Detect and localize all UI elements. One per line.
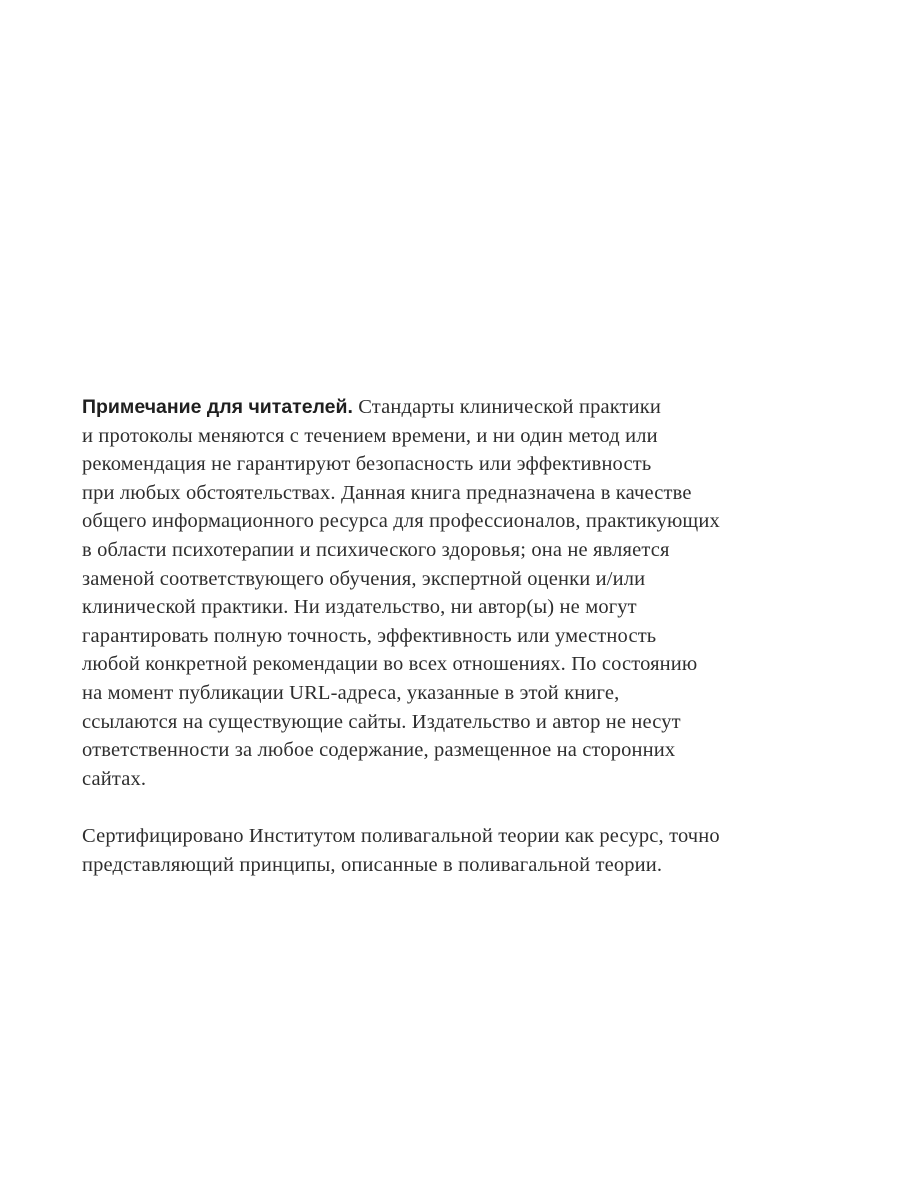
certification-paragraph: [82, 822, 842, 879]
reader-note-lead: Примечание для читателей.: [82, 396, 353, 418]
certification-line: Сертифицировано Институтом поливагальной теории как ресурс, точно: [82, 825, 720, 847]
certification-line: представляющий принципы, описанные в поливагальной теории.: [82, 853, 663, 876]
reader-note-line: клинической практики. Ни издательство, ни автор(ы) не могут: [82, 596, 637, 619]
reader-note-line: заменой соответствующего обучения, экспертной оценки и/или: [82, 567, 646, 590]
reader-note-line: ответственности за любое содержание, размещенное на сторонних: [82, 739, 676, 762]
reader-note-line: и протоколы меняются с течением времени, и ни один метод или: [82, 424, 658, 447]
reader-note-line: на момент публикации URL-адреса, указанные в этой книге,: [82, 681, 620, 704]
reader-note-line: [82, 393, 842, 422]
reader-note-line: гарантировать полную точность, эффективность или уместность: [82, 624, 657, 647]
reader-note-line: ссылаются на существующие сайты. Издательство и автор не несут: [82, 710, 681, 733]
reader-note-paragraph: [82, 393, 842, 793]
reader-note-first-line-text: Стандарты клинической практики: [352, 396, 662, 418]
reader-note-line: при любых обстоятельствах. Данная книга предназначена в качестве: [82, 481, 692, 504]
reader-note-line: любой конкретной рекомендации во всех отношениях. По состоянию: [82, 653, 698, 676]
reader-note-line: сайтах.: [82, 767, 147, 790]
reader-note-line: в области психотерапии и психического здоровья; она не является: [82, 538, 670, 561]
reader-note-line: общего информационного ресурса для профессионалов, практикующих: [82, 510, 720, 533]
reader-note-line: рекомендация не гарантируют безопасность или эффективность: [82, 453, 652, 476]
